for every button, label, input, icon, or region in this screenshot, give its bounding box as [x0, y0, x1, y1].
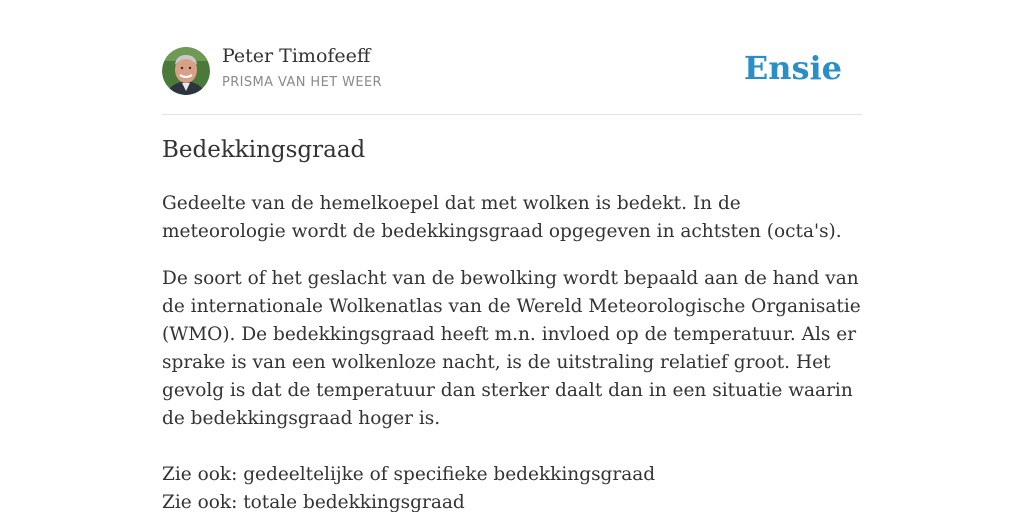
page-header	[162, 0, 862, 115]
article-paragraph: Gedeelte van de hemelkoepel dat met wolken is bedekt. In de meteorologie wordt de bedekkingsgraad opgegeven in achtsten (octa's).	[162, 193, 842, 242]
see-also-link[interactable]: Zie ook: gedeeltelijke of specifieke bedekkingsgraad	[162, 464, 656, 485]
article-title: Bedekkingsgraad	[162, 137, 366, 163]
avatar-photo	[162, 47, 210, 95]
author-avatar[interactable]	[162, 47, 210, 95]
see-also-link[interactable]: Zie ook: totale bedekkingsgraad	[162, 492, 465, 512]
author-name[interactable]: Peter Timofeeff	[222, 45, 371, 67]
brand-logo[interactable]: Ensie	[743, 49, 842, 87]
page-container	[162, 0, 862, 512]
article-paragraph: De soort of het geslacht van de bewolking wordt bepaald aan de hand van de internationale Wolkenatlas van de Wereld Meteorologische Organisatie (WMO). De bedekkingsgraad heeft m.n. invloed op de temperatuur. Als er sprake is van een wolkenloze nacht, is de uitstraling relatief groot. Het gevolg is dat de temperatuur dan sterker daalt dan in een situatie waarin de bedekkingsgraad hoger is.	[162, 268, 861, 429]
author-subtitle[interactable]: PRISMA VAN HET WEER	[222, 75, 382, 90]
